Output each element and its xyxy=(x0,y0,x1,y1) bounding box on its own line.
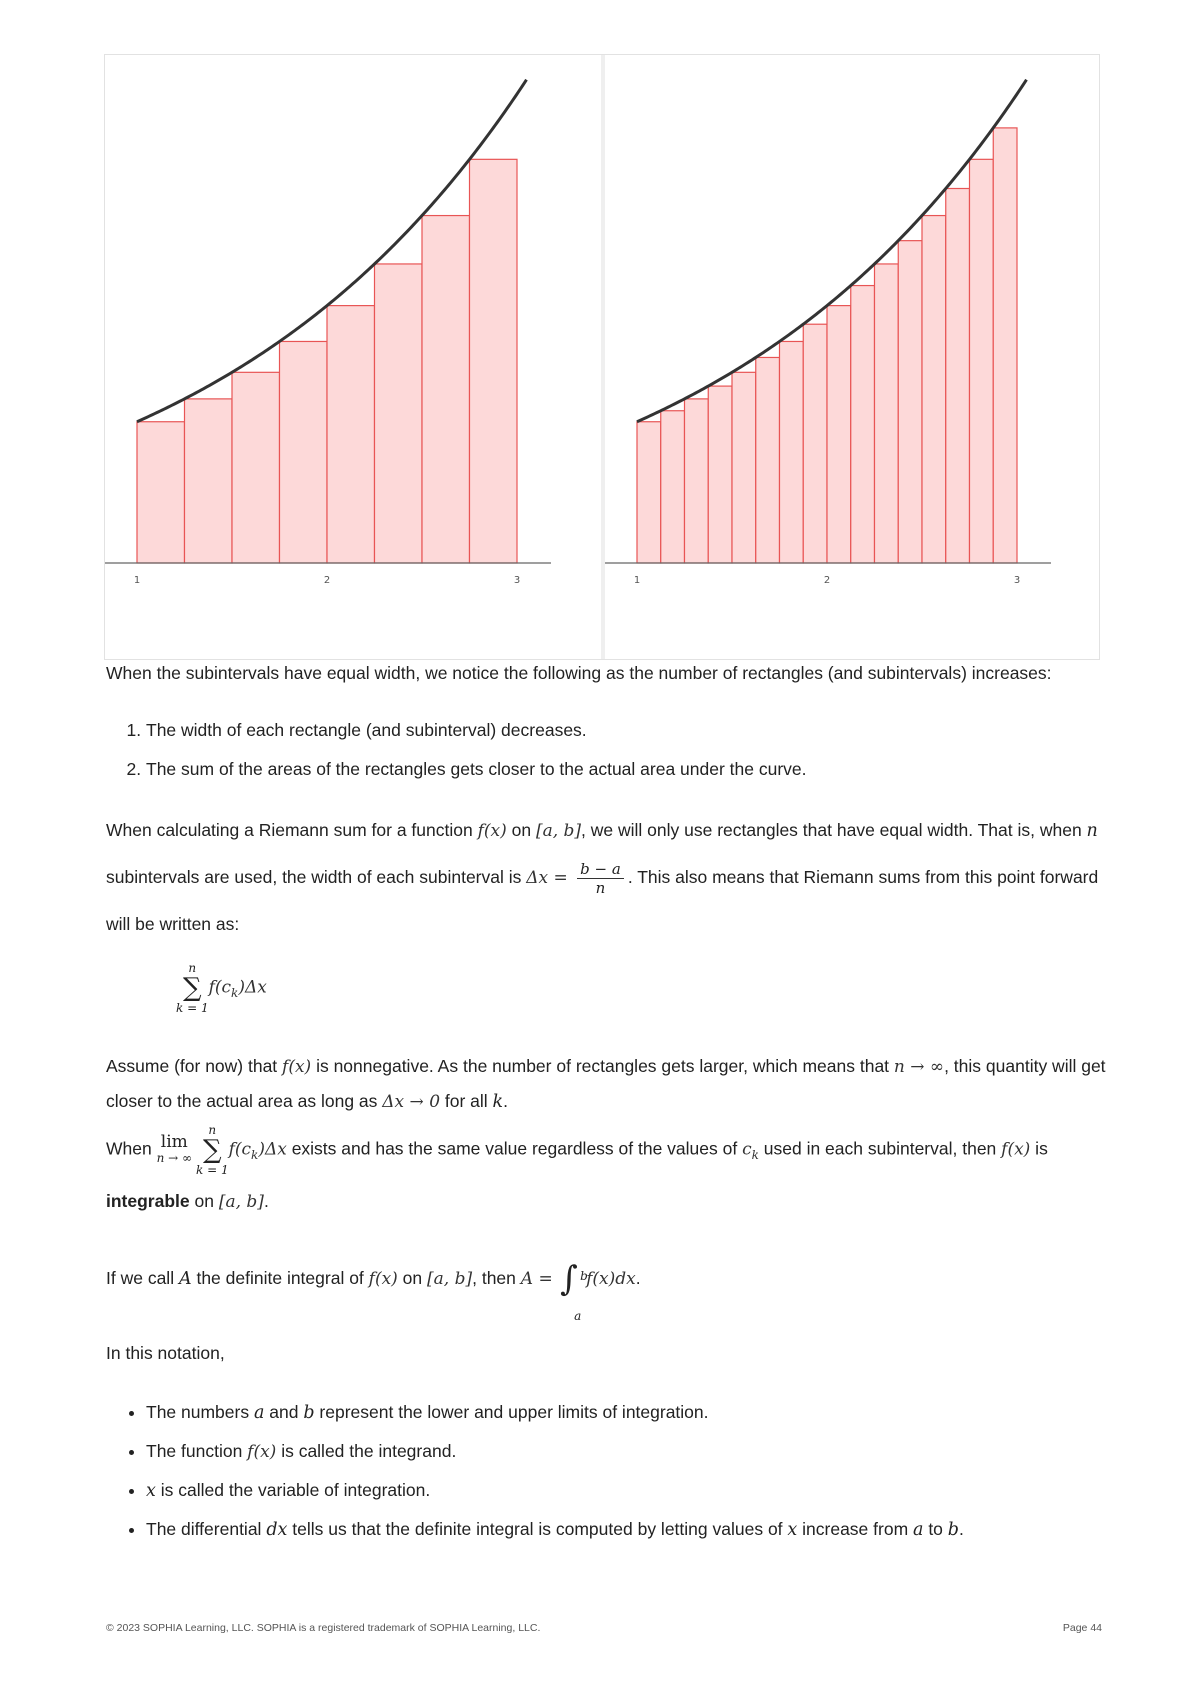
riemann-rectangle xyxy=(993,128,1017,563)
limit-symbol: lim n → ∞ xyxy=(156,1132,192,1165)
body-text xyxy=(106,658,1106,1549)
x-tick-label: 3 xyxy=(1013,575,1021,586)
x-tick-label: 3 xyxy=(513,575,521,586)
right-panel-chart xyxy=(605,55,1101,659)
list-item: • The function f(x) is called the integrand. xyxy=(146,1432,1106,1471)
list-item: 2. The sum of the areas of the rectangles gets closer to the actual area under the curve. xyxy=(146,754,1106,785)
paragraph-riemann: When calculating a Riemann sum for a function f(x) on [a, b], we will only use rectangles that have equal width. That is, when n subintervals are used, the width of each subinterval is Δx = $\frac{b - a}{n}$ . This also means that Riemann sums from this point forward will be written as: xyxy=(106,820,1099,934)
riemann-rectangle xyxy=(780,341,804,563)
riemann-rectangle xyxy=(470,159,518,563)
riemann-rectangle xyxy=(922,216,946,563)
paragraph-intro: When the subintervals have equal width, we notice the following as the number of rectangles (and subintervals) increases: xyxy=(106,663,1052,683)
sigma-symbol: n ∑ k = 1 xyxy=(196,1123,229,1177)
riemann-rectangle xyxy=(637,422,661,563)
riemann-rectangle xyxy=(803,324,827,563)
numbered-list xyxy=(106,715,1106,785)
sigma-symbol: n ∑ k = 1 xyxy=(176,961,209,1015)
riemann-rectangle xyxy=(375,264,423,563)
riemann-rectangle xyxy=(875,264,899,563)
x-tick-label: 2 xyxy=(823,575,831,586)
paragraph-assume: Assume (for now) that f(x) is nonnegative. As the number of rectangles gets larger, which means that n → ∞, this quantity will get closer to the actual area as long as Δx → 0 for all k. xyxy=(106,1056,1106,1112)
copyright-text: © 2023 SOPHIA Learning, LLC. SOPHIA is a registered trademark of SOPHIA Learning, LLC. xyxy=(106,1622,541,1634)
riemann-rectangle xyxy=(851,286,875,563)
page-footer xyxy=(106,1622,1102,1634)
list-item: • The numbers a and b represent the lower and upper limits of integration. xyxy=(146,1393,1106,1432)
list-item: • x is called the variable of integration. xyxy=(146,1471,1106,1510)
riemann-rectangle xyxy=(756,357,780,563)
riemann-rectangle xyxy=(946,188,970,563)
x-tick-label: 2 xyxy=(323,575,331,586)
riemann-sum-figure xyxy=(104,54,1100,660)
paragraph-notation: In this notation, xyxy=(106,1343,225,1364)
list-item: 1. The width of each rectangle (and subinterval) decreases. xyxy=(146,715,1106,746)
riemann-rectangle xyxy=(685,399,709,563)
riemann-sum-formula: n ∑ k = 1 $f(c_k)\Delta x$ xyxy=(176,961,267,1015)
list-item: • The differential dx tells us that the definite integral is computed by letting values of x increase from a to b. xyxy=(146,1510,1106,1549)
riemann-rectangle xyxy=(708,386,732,563)
riemann-rectangle xyxy=(732,372,756,563)
riemann-rectangle xyxy=(898,241,922,563)
riemann-rectangle xyxy=(827,306,851,563)
riemann-rectangle xyxy=(232,372,280,563)
integral-symbol: ∫ b a xyxy=(560,1258,588,1323)
riemann-rectangle xyxy=(137,422,185,563)
bullet-list xyxy=(106,1393,1106,1549)
riemann-rectangle xyxy=(422,216,470,563)
width-fraction: $\frac{b - a}{n}$ xyxy=(577,860,624,897)
page-number: Page 44 xyxy=(1062,1622,1102,1634)
left-panel-chart xyxy=(105,55,601,659)
paragraph-integrable: When lim n → ∞ n ∑ k = 1 $f(c_k)\Delta x$ exists and has the same value regardless of the values of $c_k$ used in each subinterval, then f(x) is integrable on [a, b]. xyxy=(106,1123,1048,1213)
riemann-rectangle xyxy=(185,399,233,563)
riemann-rectangle xyxy=(280,341,328,563)
x-tick-label: 1 xyxy=(133,575,141,586)
x-tick-label: 1 xyxy=(633,575,641,586)
riemann-rectangle xyxy=(970,159,994,563)
riemann-rectangle xyxy=(661,411,685,563)
paragraph-definite-integral: If we call A the definite integral of f(x) on [a, b], then A = ∫ b a f(x)dx. xyxy=(106,1258,641,1323)
riemann-rectangle xyxy=(327,306,375,563)
